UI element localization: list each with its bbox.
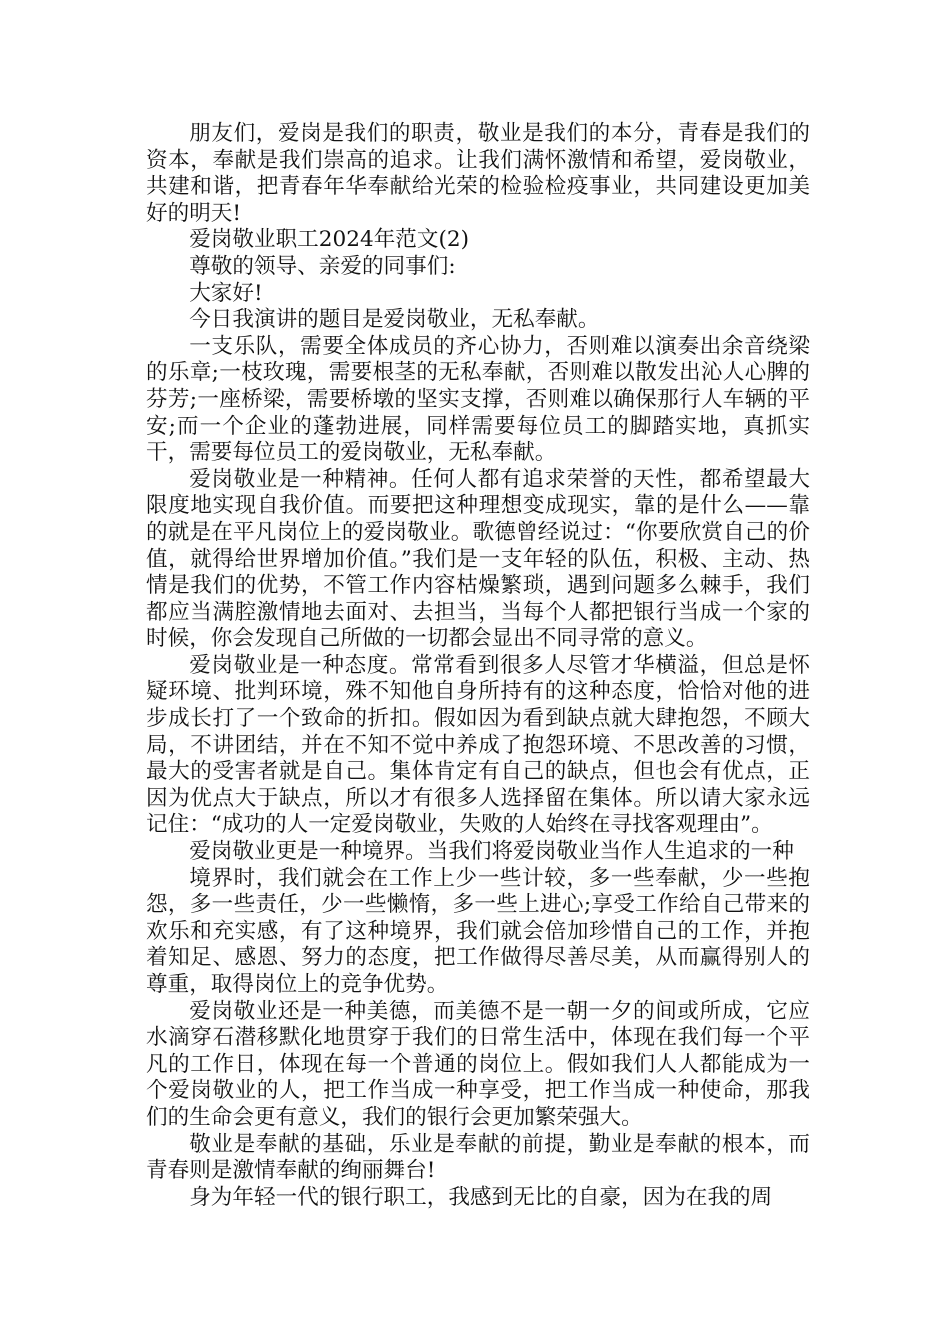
document-body — [146, 121, 810, 1211]
paragraph-spirit: 爱岗敬业是一种精神。任何人都有追求荣誉的天性，都希望最大限度地实现自我价值。而要把这种理想变成现实，靠的是什么——靠的就是在平凡岗位上的爱岗敬业。歌德曾经说过：“你要欣赏自己的价值，就得给世界增加价值。”我们是一支年轻的队伍，积极、主动、热情是我们的优势，不管工作内容枯燥繁琐，遇到问题多么棘手，我们都应当满腔激情地去面对、去担当，当每个人都把银行当成一个家的时候，你会发现自己所做的一切都会显出不同寻常的意义。 — [146, 466, 810, 652]
paragraph-band-rose-bridge: 一支乐队，需要全体成员的齐心协力，否则难以演奏出余音绕梁的乐章;一枝玫瑰，需要根茎的无私奉献，否则难以散发出沁人心脾的芬芳;一座桥梁，需要桥墩的坚实支撑，否则难以确保那行人车辆的平安;而一个企业的蓬勃进展，同样需要每位员工的脚踏实地，真抓实干，需要每位员工的爱岗敬业，无私奉献。 — [146, 333, 810, 466]
paragraph-realm-start: 爱岗敬业更是一种境界。当我们将爱岗敬业当作人生追求的一种 — [189, 839, 794, 865]
paragraph-virtue: 爱岗敬业还是一种美德，而美德不是一朝一夕的间或所成，它应水滴穿石潜移默化地贯穿于我们的日常生活中，体现在我们每一个平凡的工作日，体现在每一个普通的岗位上。假如我们人人都能成为一个爱岗敬业的人，把工作当成一种享受，把工作当成一种使命，那我们的生命会更有意义，我们的银行会更加繁荣强大。 — [146, 998, 810, 1130]
paragraph-dedication-basis: 敬业是奉献的基础，乐业是奉献的前提，勤业是奉献的根本，而青春则是激情奉献的绚丽舞台! — [146, 1131, 810, 1184]
document-subtitle: 爱岗敬业职工2024年范文(2) — [189, 227, 470, 253]
paragraph-young-staff: 身为年轻一代的银行职工，我感到无比的自豪，因为在我的周 — [189, 1184, 773, 1210]
salutation: 尊敬的领导、亲爱的同事们: — [189, 253, 456, 279]
paragraph-attitude: 爱岗敬业是一种态度。常常看到很多人尽管才华横溢，但总是怀疑环境、批判环境，殊不知他自身所持有的这种态度，恰恰对他的进步成长打了一个致命的折扣。假如因为看到缺点就大肆抱怨，不顾大局，不讲团结，并在不知不觉中养成了抱怨环境、不思改善的习惯，最大的受害者就是自己。集体肯定有自己的缺点，但也会有优点，正因为优点大于缺点，所以才有很多人选择留在集体。所以请大家永远记住：“成功的人一定爱岗敬业，失败的人始终在寻找客观理由”。 — [146, 652, 810, 838]
greeting: 大家好! — [189, 280, 263, 306]
speech-topic: 今日我演讲的题目是爱岗敬业，无私奉献。 — [189, 307, 600, 333]
paragraph-closing-remarks: 朋友们，爱岗是我们的职责，敬业是我们的本分，青春是我们的资本，奉献是我们崇高的追求。让我们满怀激情和希望，爱岗敬业，共建和谐，把青春年华奉献给光荣的检验检疫事业，共同建设更加美好的明天! — [146, 121, 810, 226]
paragraph-realm-continued: 境界时，我们就会在工作上少一些计较，多一些奉献，少一些抱怨，多一些责任，少一些懒惰，多一些上进心;享受工作给自己带来的欢乐和充实感，有了这种境界，我们就会倍加珍惜自己的工作，并抱着知足、感恩、努力的态度，把工作做得尽善尽美，从而赢得别人的尊重，取得岗位上的竞争优势。 — [146, 865, 810, 997]
